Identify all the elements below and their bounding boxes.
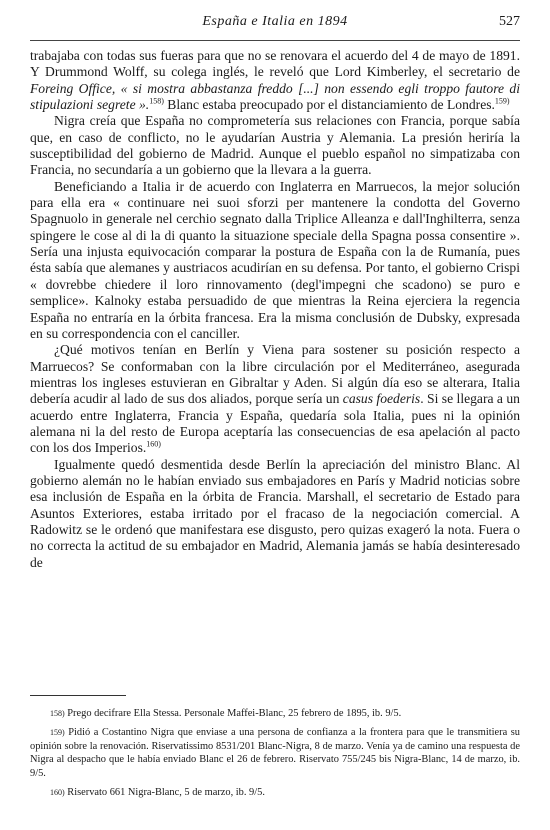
paragraph [30,179,520,342]
text-run: trabajaba con todas sus fueras para que no se renovara el acuerdo del 4 de mayo de 1891. Y Drummond Wolff, su colega inglés, le reveló que Lord Kimberley, el secretario de [30,48,520,80]
text-run: . Si se llegara a un acuerdo entre Inglaterra, Francia y España, quedaría sola Italia, pues ni la opinión alemana ni la del resto de Europa aceptaría las consecuencias de esa apelación al pacto con los dos Imperios. [30,391,520,456]
paragraph [30,48,520,113]
footnote [30,786,520,799]
page-number: 527 [499,14,520,29]
footnote-ref: 159) [494,96,510,106]
text-run: Beneficiando a Italia ir de acuerdo con Inglaterra en Marruecos, la mejor solución para ella era « continuare nei suoi sforzi per mantenere la condotta del Governo Spagnuolo in generale nel cerchio segnato dalla Triplice Alleanza e dall'Inghilterra, senza spingere le cose al di la di quanto la situazione speciale della Spagna possa consentire ». Sería una injusta equivocación comparar la postura de España con la de Rumanía, pues ésta sabía que alemanes y austriacos acudirían en su defensa. Por tanto, el gobierno Crispi « dovrebbe chiedere il loro rinnovamento (degl'impegni che scadono) se puro e semplice». Kalnoky estaba persuadido de que mientras la Reina ejerciera la regencia España no entraría en la órbita francesa. Era la misma conclusión de Dubsky, expresada en su correspondencia con el canciller. [30,178,520,341]
footnote-number: 158) [50,709,65,718]
footnote-text: Prego decifrare Ella Stessa. Personale Maffei-Blanc, 25 febrero de 1895, ib. 9/5. [64,708,402,719]
paragraph [30,457,520,571]
text-run: Igualmente quedó desmentida desde Berlín la apreciación del ministro Blanc. Al gobierno alemán no le habían enviado sus embajadores en París y Madrid noticias sobre esa inclusión de España en la órbita de Francia. Marshall, el secretario de Estado para Asuntos Exteriores, estaba irritado por el fracaso de la negociación comercial. A Radowitz se le ordenó que manifestara ese disgusto, pero quizas exageró la nota. Fuera o no correcta la actitud de su embajador en Madrid, Alemania jamás se había desinteresado de [30,456,520,570]
footnote-ref: 158) [149,96,164,106]
italic-text: , « si mostra abbastanza freddo [...] non essendo egli troppo fautore di stipulazioni segrete ». [30,80,520,113]
italic-text: casus foederis [342,391,421,407]
main-text [30,48,520,571]
header-rule [30,40,520,41]
text-run: Nigra creía que España no comprometería sus relaciones con Francia, porque sabía que, en caso de conflicto, no le ayudarían Austria y Alemania. La presión heriría la susceptibilidad del gobierno de Madrid. Aunque el pueblo español no simpatizaba con Francia, no secundaría a un gobierno que la llevara a la guerra. [30,113,520,178]
paragraph [30,113,520,178]
paragraph [30,342,520,456]
page-header [30,14,520,36]
footnote-ref: 160) [146,439,161,449]
running-title: España e Italia en 1894 [202,14,348,29]
text-run: Blanc estaba preocupado por el distanciamiento de Londres. [163,97,495,113]
text-run: ¿Qué motivos tenían en Berlín y Viena para sostener su posición respecto a Marruecos? Se conformaban con la libre circulación por el Mediterráneo, asegurada mientras los ingleses estuvieran en Gibraltar y Aden. Si algún día eso se alterara, Italia debería acudir al lado de sus dos aliados, porque sería un [30,342,520,407]
footnote [30,707,520,720]
footnote-number: 159) [50,728,65,738]
footnote-text: Pidió a Costantino Nigra que enviase a una persona de confianza a la frontera para que le transmitiera su opinión sobre la renovación. Riservatissimo 8531/201 Blanc-Nigra, 8 de marzo. Venía ya de camino una respuesta de Nigra al despacho que le había enviado Blanc el 26 de febrero. Riservato 755/245 bis Nigra-Blanc, 14 de marzo, ib. 9/5. [30,727,520,779]
italic-text: Foreing Office [30,80,112,96]
footnote [30,726,520,780]
footnotes [30,707,520,805]
footnote-text: Riservato 661 Nigra-Blanc, 5 de marzo, ib. 9/5. [64,787,265,799]
footnote-separator [30,695,126,696]
footnote-number: 160) [50,788,65,798]
